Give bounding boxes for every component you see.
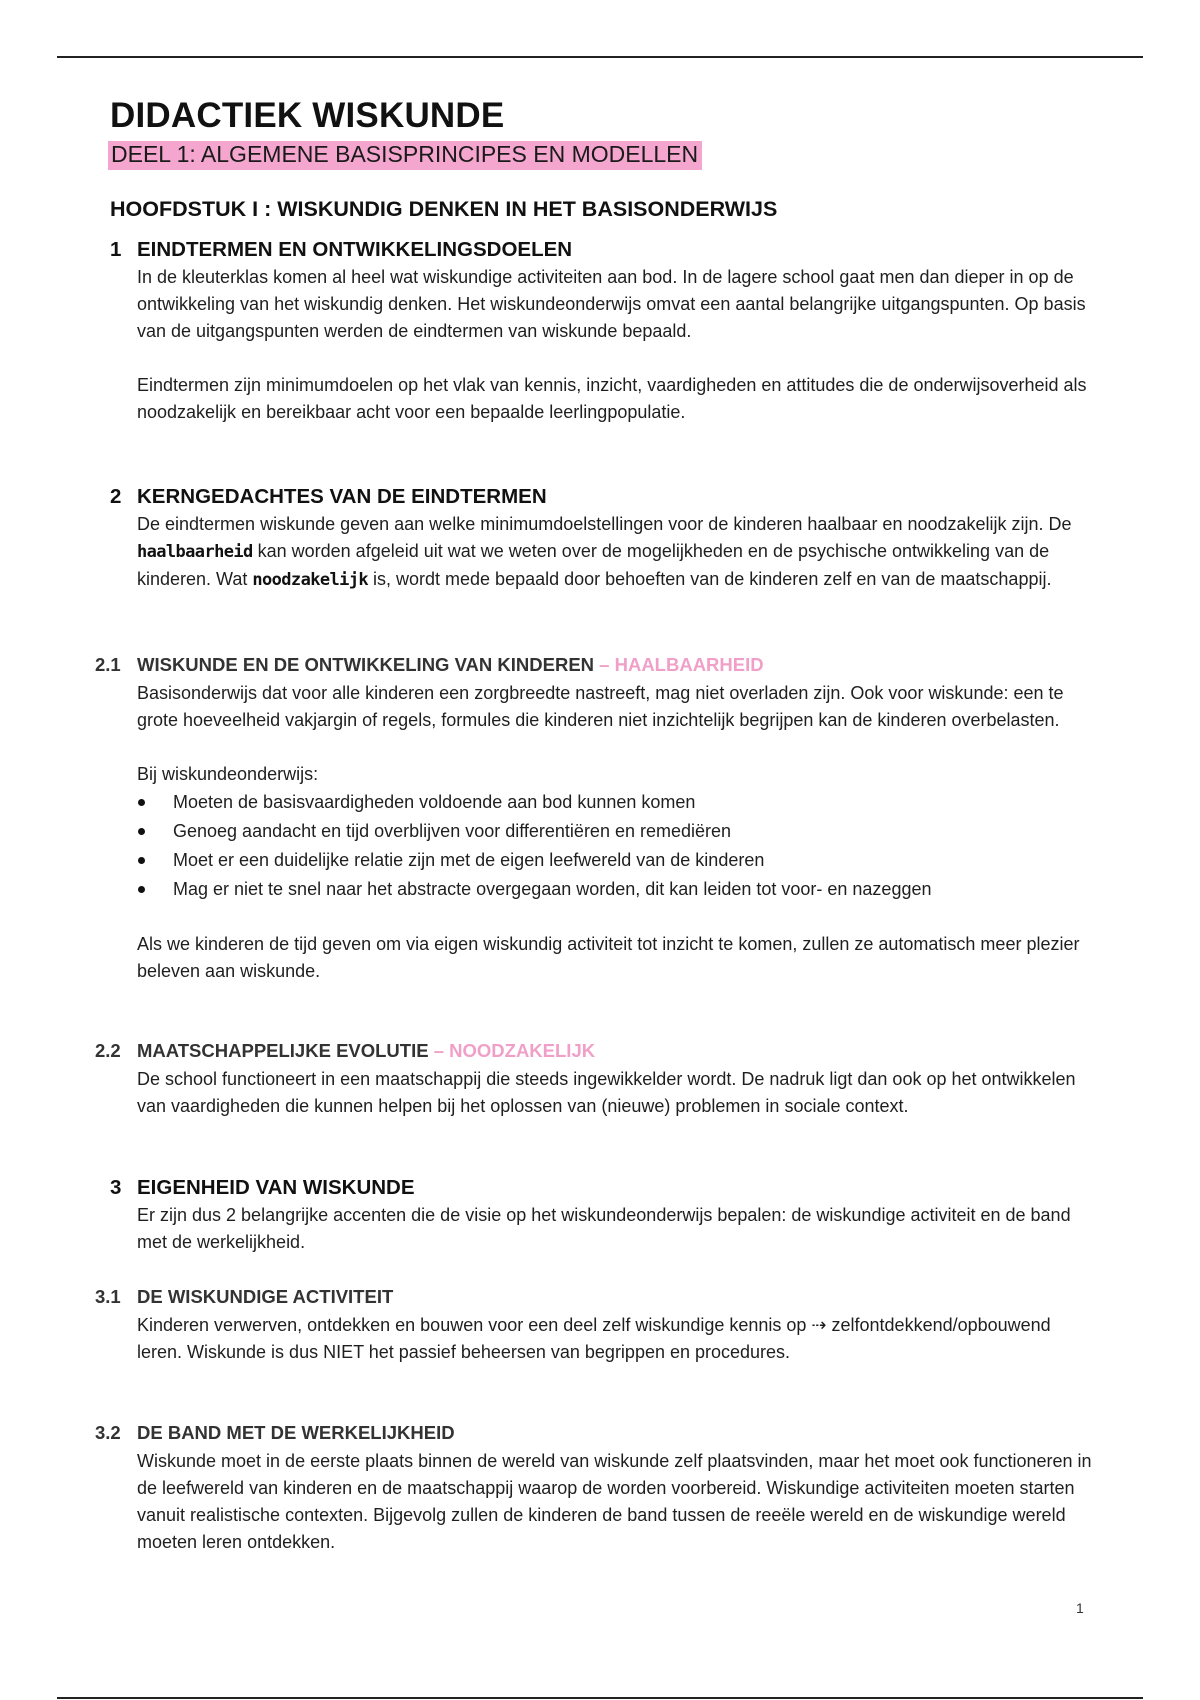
section-title-accent: – NOODZAKELIJK	[428, 1040, 596, 1061]
paragraph: Er zijn dus 2 belangrijke accenten die de visie op het wiskundeonderwijs bepalen: de wiskundige activiteit en de band met de werkelijkheid.	[137, 1205, 1071, 1252]
section-body	[137, 1066, 1097, 1120]
subsection-heading	[0, 1286, 1200, 1312]
list-item	[137, 788, 1097, 817]
top-rule	[57, 56, 1143, 58]
section-title-accent: – HAALBAARHEID	[594, 654, 764, 675]
list-item-text: Moeten de basisvaardigheden voldoende aan bod kunnen komen	[173, 792, 696, 812]
section-2	[0, 485, 1200, 594]
bottom-rule	[57, 1697, 1143, 1699]
list-item-text: Genoeg aandacht en tijd overblijven voor differentiëren en remediëren	[173, 821, 732, 841]
section-3	[0, 1176, 1200, 1256]
list-item	[137, 875, 1097, 904]
section-heading	[0, 1176, 1200, 1202]
section-body	[137, 1312, 1097, 1366]
section-title	[137, 1040, 595, 1062]
text-run: is, wordt mede bepaald door behoeften van de kinderen zelf en van de maatschappij.	[368, 569, 1052, 589]
section-number: 3.2	[95, 1422, 121, 1443]
section-2-1	[0, 654, 1200, 985]
section-body	[137, 264, 1097, 426]
text-run: De eindtermen wiskunde geven aan welke minimumdoelstellingen voor de kinderen haalbaar en noodzakelijk zijn. De	[137, 514, 1072, 534]
section-body	[137, 511, 1097, 594]
subsection-heading	[0, 654, 1200, 680]
section-body	[137, 1202, 1097, 1256]
part-title: DEEL 1: ALGEMENE BASISPRINCIPES EN MODELLEN	[108, 141, 702, 170]
paragraph: Eindtermen zijn minimumdoelen op het vlak van kennis, inzicht, vaardigheden en attitudes die de onderwijsoverheid als noodzakelijk en bereikbaar acht voor een bepaalde leerlingpopulatie.	[137, 375, 1087, 422]
list-item-text: Moet er een duidelijke relatie zijn met de eigen leefwereld van de kinderen	[173, 850, 765, 870]
bullet-icon	[138, 857, 145, 864]
section-title	[137, 654, 764, 676]
handwritten-term: haalbaarheid	[137, 542, 253, 562]
section-heading	[0, 485, 1200, 511]
paragraph	[137, 511, 1097, 594]
section-number: 2	[110, 485, 122, 508]
section-body	[137, 680, 1097, 985]
section-title: DE WISKUNDIGE ACTIVITEIT	[137, 1286, 394, 1307]
list-item-text: Mag er niet te snel naar het abstracte overgegaan worden, dit kan leiden tot voor- en nazeggen	[173, 879, 932, 899]
section-3-1	[0, 1286, 1200, 1366]
bullet-icon	[138, 828, 145, 835]
section-title: EIGENHEID VAN WISKUNDE	[137, 1176, 415, 1199]
section-2-2	[0, 1040, 1200, 1120]
section-number: 2.2	[95, 1040, 121, 1061]
list-item	[137, 846, 1097, 875]
section-number: 3.1	[95, 1286, 121, 1307]
section-3-2	[0, 1422, 1200, 1556]
handwritten-term: noodzakelijk	[252, 570, 369, 590]
subsection-heading	[0, 1422, 1200, 1448]
section-1	[0, 238, 1200, 426]
section-number: 1	[110, 238, 122, 261]
section-title-text: WISKUNDE EN DE ONTWIKKELING VAN KINDEREN	[137, 654, 595, 675]
section-title: DE BAND MET DE WERKELIJKHEID	[137, 1422, 455, 1443]
section-title: EINDTERMEN EN ONTWIKKELINGSDOELEN	[137, 238, 573, 261]
paragraph: Basisonderwijs dat voor alle kinderen een zorgbreedte nastreeft, mag niet overladen zijn. Ook voor wiskunde: een te grote hoeveelheid vakjargin of regels, formules die kinderen niet inzichtelijk begrijpen kan de kinderen overbelasten.	[137, 683, 1064, 730]
paragraph: De school functioneert in een maatschappij die steeds ingewikkelder wordt. De nadruk ligt dan ook op het ontwikkelen van vaardigheden die kunnen helpen bij het oplossen van (nieuwe) problemen in sociale context.	[137, 1069, 1076, 1116]
list-intro: Bij wiskundeonderwijs:	[137, 764, 319, 784]
paragraph: Wiskunde moet in de eerste plaats binnen de wereld van wiskunde zelf plaatsvinden, maar het moet ook functioneren in de leefwereld van kinderen en de maatschappij waarop de worden voorbereid. Wiskundige activiteiten moeten starten vanuit realistische contexten. Bijgevolg zullen de kinderen de band tussen de reeële wereld en de wiskundige wereld moeten leren ontdekken.	[137, 1451, 1092, 1552]
section-title-text: MAATSCHAPPELIJKE EVOLUTIE	[137, 1040, 429, 1061]
section-title: KERNGEDACHTES VAN DE EINDTERMEN	[137, 485, 547, 508]
paragraph: In de kleuterklas komen al heel wat wiskundige activiteiten aan bod. In de lagere school gaat men dan dieper in op de ontwikkeling van het wiskundig denken. Het wiskundeonderwijs omvat een aantal belangrijke uitgangspunten. Op basis van de uitgangspunten werden de eindtermen van wiskunde bepaald.	[137, 267, 1086, 341]
section-heading	[0, 238, 1200, 264]
bullet-icon	[138, 799, 145, 806]
paragraph: Kinderen verwerven, ontdekken en bouwen voor een deel zelf wiskundige kennis op ⇢ zelfontdekkend/opbouwend leren. Wiskunde is dus NIET het passief beheersen van begrippen en procedures.	[137, 1315, 1051, 1362]
section-number: 2.1	[95, 654, 121, 675]
subsection-heading	[0, 1040, 1200, 1066]
list-item	[137, 817, 1097, 846]
bullet-icon	[138, 886, 145, 893]
text-run: kan worden afgeleid uit wat we weten over de mogelijkheden en de psychische ontwikkeling van de kinderen. Wat	[137, 541, 1050, 589]
section-body	[137, 1448, 1097, 1556]
bullet-list	[137, 788, 1097, 904]
page-number: 1	[1076, 1600, 1084, 1616]
document-title: DIDACTIEK WISKUNDE	[110, 96, 505, 135]
chapter-title: HOOFDSTUK I : WISKUNDIG DENKEN IN HET BASISONDERWIJS	[110, 197, 778, 221]
paragraph: Als we kinderen de tijd geven om via eigen wiskundig activiteit tot inzicht te komen, zullen ze automatisch meer plezier beleven aan wiskunde.	[137, 934, 1080, 981]
section-number: 3	[110, 1176, 122, 1199]
